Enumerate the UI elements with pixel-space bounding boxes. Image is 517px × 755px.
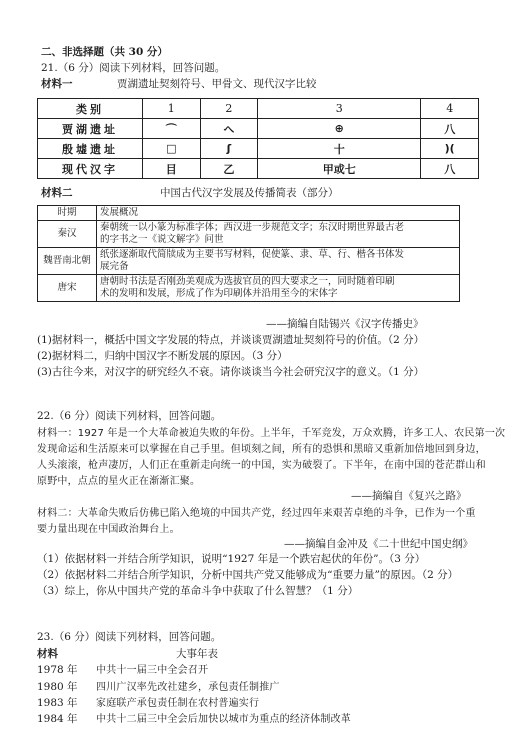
q23-table-title: 大事年表 bbox=[176, 648, 218, 660]
table2-period: 魏晋南北朝 bbox=[38, 248, 97, 275]
q23-stem: 23.（6 分）阅读下列材料，回答问题。 bbox=[37, 631, 222, 643]
table-row bbox=[38, 206, 460, 221]
table1-cell: 八 bbox=[421, 159, 479, 179]
table1-cell: )( bbox=[421, 139, 479, 159]
q22-m1-line: 人头滚滚，枪声凄厉，人们正在重新走向统一的中国，实为破裂了。下半年，在南中国的苍茫群山和 bbox=[37, 460, 486, 471]
event-text: 中共十二届三中全会后加快以城市为重点的经济体制改革 bbox=[96, 714, 351, 725]
table1-row-label: 贾湖遗址 bbox=[38, 119, 143, 139]
q21-m2-title: 中国古代汉字发展及传播简表（部分） bbox=[160, 187, 339, 199]
q23-label: 材料 bbox=[37, 648, 58, 660]
q21-m2-label: 材料二 bbox=[41, 187, 73, 199]
q22-question-1: （1）依据材料一并结合所学知识，说明“1927 年是一个跌宕起伏的年份”。（3 分） bbox=[37, 553, 426, 565]
table2-period: 唐宋 bbox=[38, 275, 97, 302]
event-text: 家庭联产承包责任制在农村普遍实行 bbox=[96, 698, 260, 709]
table-row bbox=[38, 119, 479, 139]
q22-m2-line: 材料二：大革命失败后仿佛已陷入绝境的中国共产党，经过四年来艰苦卓绝的斗争，已作为一个重 bbox=[37, 508, 476, 519]
symbol-comparison-table bbox=[37, 98, 479, 179]
q22-m1-line: 发现命运和生活原来可以掌握在自己手里。但顷刻之间，所有的恐惧和黑暗又重新加倍地回到身边， bbox=[37, 444, 486, 455]
table1-cell: 乙 bbox=[200, 159, 258, 179]
table1-cell: ⊕ bbox=[258, 119, 421, 139]
table2-desc-line: 秦朝统一以小篆为标准字体；西汉进一步规范文字；东汉时期世界最古老 bbox=[100, 222, 405, 233]
table2-desc bbox=[97, 275, 460, 302]
q22-question-2: （2）依据材料二并结合所学知识，分析中国共产党又能够成为“重要力量”的原因。（2 分） bbox=[37, 569, 459, 581]
table-row bbox=[38, 99, 479, 119]
table2-desc-line: 的字书之一《说文解字》问世 bbox=[100, 234, 224, 245]
q22-m1-line: 材料一：1927 年是一个大革命被迫失败的年份。上半年，千军竞发，万众欢腾，许多工人、农民第一次 bbox=[37, 428, 506, 439]
table-row bbox=[38, 221, 460, 248]
table1-header-cell: 类别 bbox=[38, 99, 143, 119]
table2-desc bbox=[97, 221, 460, 248]
table2-header-cell: 时期 bbox=[38, 206, 97, 221]
event-year: 1984 年 bbox=[37, 713, 78, 725]
event-text: 中共十一届三中全会召开 bbox=[96, 665, 209, 676]
section-title: 二、非选择题（共 30 分） bbox=[41, 46, 168, 58]
q21-m1-title: 贾湖遗址契刻符号、甲骨文、现代汉字比较 bbox=[117, 78, 317, 90]
q21-question-1: (1)据材料一，概括中国文字发展的特点，并谈谈贾湖遗址契刻符号的价值。（2 分） bbox=[37, 334, 425, 346]
chinese-characters-development-table bbox=[37, 205, 460, 302]
table1-header-cell: 1 bbox=[143, 99, 201, 119]
q21-m1-label: 材料一 bbox=[41, 78, 73, 90]
q21-source: ——摘编自陆锡兴《汉字传播史》 bbox=[266, 318, 424, 330]
table2-header-cell: 发展概况 bbox=[97, 206, 460, 221]
table-row bbox=[38, 248, 460, 275]
q21-question-2: (2)据材料二，归纳中国汉字不断发展的原因。（3 分） bbox=[37, 350, 288, 362]
q21-question-3: (3)古往今来，对汉字的研究经久不衰。请你谈谈当今社会研究汉字的意义。（1 分） bbox=[37, 366, 425, 378]
q22-m2-source: ——摘编自金冲及《二十世纪中国史纲》 bbox=[284, 538, 473, 550]
event-year: 1980 年 bbox=[37, 681, 78, 693]
table-row bbox=[38, 275, 460, 302]
table1-cell: 目 bbox=[143, 159, 201, 179]
table1-header-cell: 3 bbox=[258, 99, 421, 119]
q21-stem: 21.（6 分）阅读下列材料，回答问题。 bbox=[41, 62, 226, 74]
table1-cell: □ bbox=[143, 139, 201, 159]
q22-question-3: （3）综上，你从中国共产党的革命斗争中获取了什么智慧？（1 分） bbox=[37, 585, 359, 597]
q22-m1-source: ——摘编自《复兴之路》 bbox=[351, 490, 467, 502]
table-row bbox=[38, 159, 479, 179]
table1-cell: ヘ bbox=[200, 119, 258, 139]
event-year: 1978 年 bbox=[37, 664, 78, 676]
q22-m2-line: 要力量出现在中国政治舞台上。 bbox=[37, 524, 180, 535]
table1-row-label: 殷墟遗址 bbox=[38, 139, 143, 159]
table1-cell: ʃ bbox=[200, 139, 258, 159]
table2-desc-line: 纸张逐渐取代简牍成为主要书写材料，促使篆、隶、草、行、楷各书体发 bbox=[100, 249, 405, 260]
table2-period: 秦汉 bbox=[38, 221, 97, 248]
event-text: 四川广汉率先改社建乡，承包责任制推广 bbox=[96, 682, 280, 693]
q22-m1-line: 原野中，点点的星火正在渐渐汇聚。 bbox=[37, 476, 201, 487]
table1-row-label: 现代汉字 bbox=[38, 159, 143, 179]
table2-desc-line: 展完备 bbox=[100, 261, 129, 272]
table1-header-cell: 2 bbox=[200, 99, 258, 119]
table1-cell: 十 bbox=[258, 139, 421, 159]
table1-cell: ⌒ bbox=[143, 119, 201, 139]
table2-desc-line: 唐朝时书法是否刚劲美观成为选拔官员的四大要求之一，同时随着印刷 bbox=[100, 276, 395, 287]
table2-desc-line: 术的发明和发展，形成了作为印刷体并沿用至今的宋体字 bbox=[100, 288, 338, 299]
table1-cell: 八 bbox=[421, 119, 479, 139]
table1-cell: 甲或七 bbox=[258, 159, 421, 179]
q22-stem: 22.（6 分）阅读下列材料，回答问题。 bbox=[37, 410, 222, 422]
table1-header-cell: 4 bbox=[421, 99, 479, 119]
table-row bbox=[38, 139, 479, 159]
event-year: 1983 年 bbox=[37, 697, 78, 709]
table2-desc bbox=[97, 248, 460, 275]
